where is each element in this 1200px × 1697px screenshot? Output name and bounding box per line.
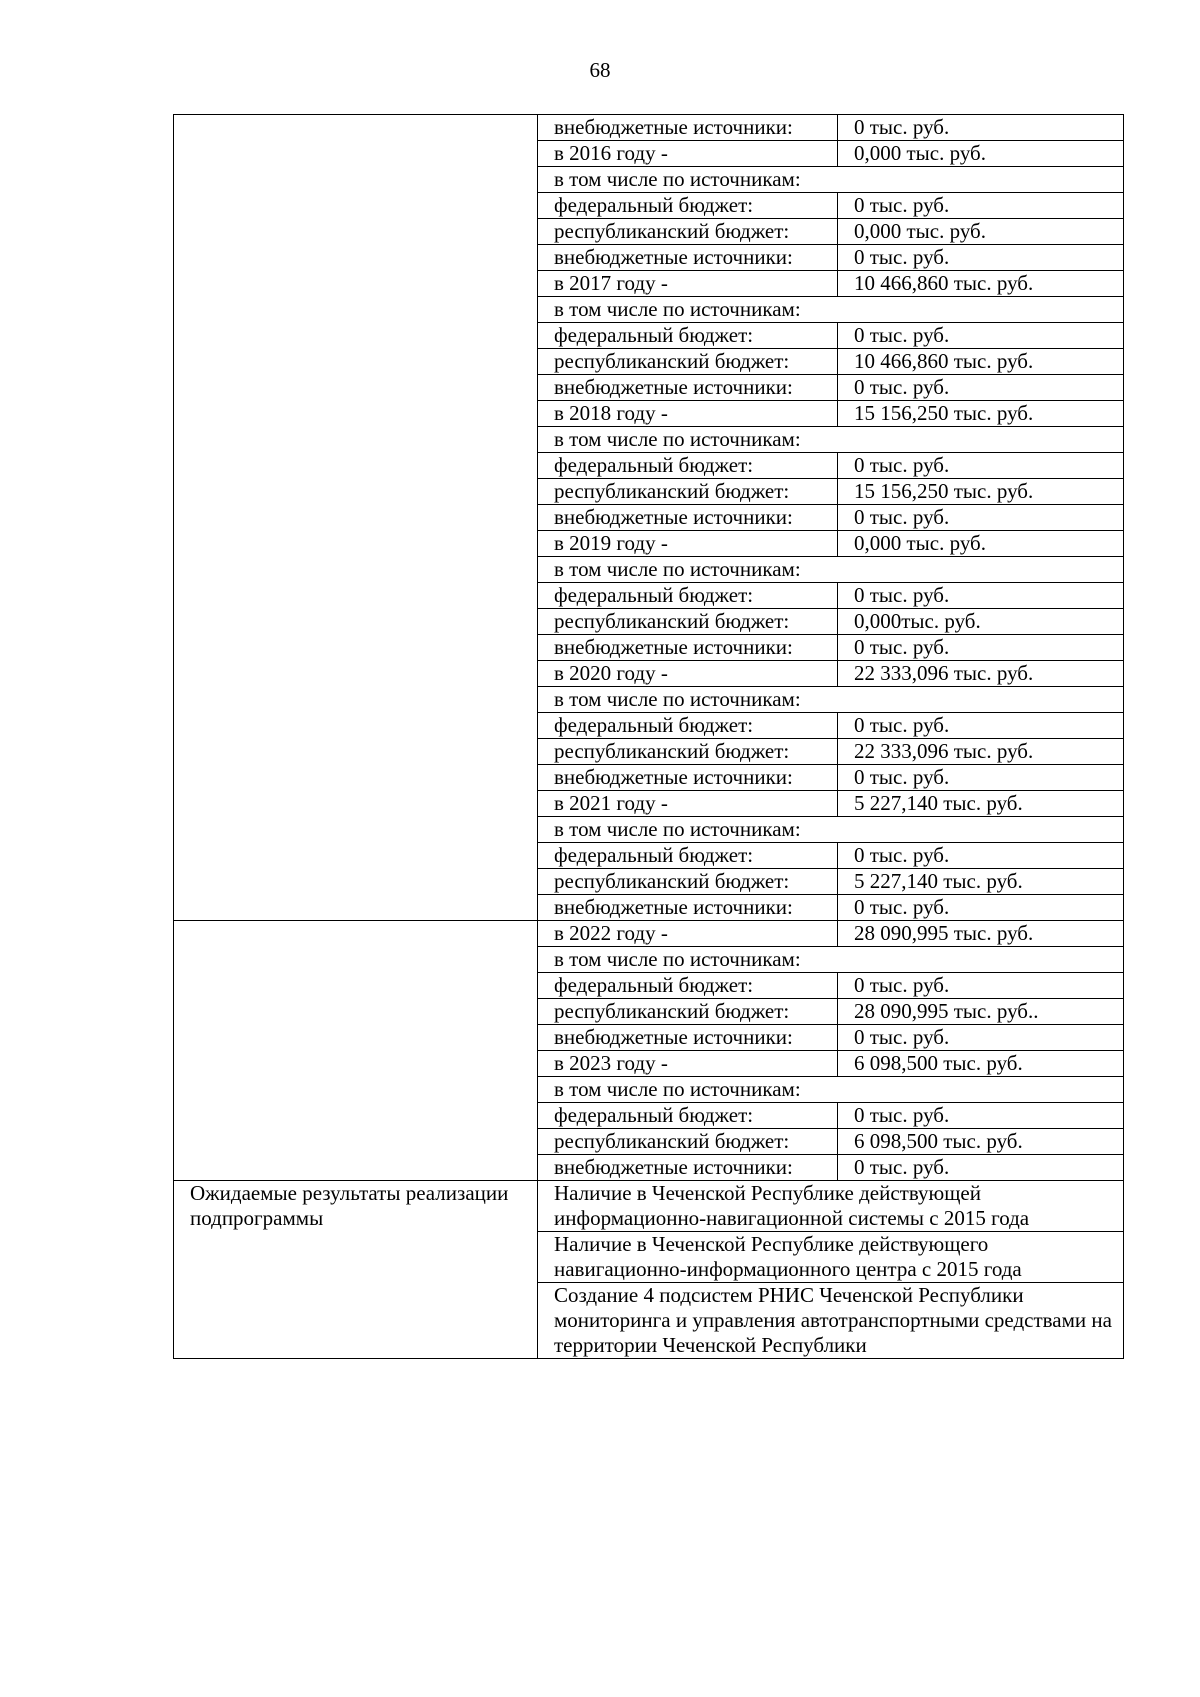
extra-sources-label: внебюджетные источники: — [538, 115, 838, 141]
empty-cell — [174, 921, 538, 1181]
republic-budget-label: республиканский бюджет: — [538, 1129, 838, 1155]
year-total-value: 22 333,096 тыс. руб. — [838, 661, 1124, 687]
republic-budget-label: республиканский бюджет: — [538, 609, 838, 635]
extra-sources-value: 0 тыс. руб. — [838, 895, 1124, 921]
year-label: в 2019 году - — [538, 531, 838, 557]
federal-budget-value: 0 тыс. руб. — [838, 193, 1124, 219]
empty-cell — [174, 115, 538, 921]
republic-budget-value: 28 090,995 тыс. руб.. — [838, 999, 1124, 1025]
expected-results-label: Ожидаемые результаты реализации подпрограммы — [174, 1181, 538, 1359]
federal-budget-label: федеральный бюджет: — [538, 323, 838, 349]
federal-budget-value: 0 тыс. руб. — [838, 583, 1124, 609]
extra-sources-value: 0 тыс. руб. — [838, 375, 1124, 401]
republic-budget-label: республиканский бюджет: — [538, 869, 838, 895]
year-total-value: 28 090,995 тыс. руб. — [838, 921, 1124, 947]
republic-budget-label: республиканский бюджет: — [538, 999, 838, 1025]
funding-table — [173, 114, 1124, 1359]
federal-budget-value: 0 тыс. руб. — [838, 1103, 1124, 1129]
federal-budget-value: 0 тыс. руб. — [838, 843, 1124, 869]
year-label: в 2022 году - — [538, 921, 838, 947]
federal-budget-label: федеральный бюджет: — [538, 1103, 838, 1129]
republic-budget-value: 6 098,500 тыс. руб. — [838, 1129, 1124, 1155]
extra-sources-label: внебюджетные источники: — [538, 375, 838, 401]
year-total-value: 0,000 тыс. руб. — [838, 141, 1124, 167]
federal-budget-label: федеральный бюджет: — [538, 583, 838, 609]
year-total-value: 5 227,140 тыс. руб. — [838, 791, 1124, 817]
year-total-value: 15 156,250 тыс. руб. — [838, 401, 1124, 427]
year-label: в 2020 году - — [538, 661, 838, 687]
federal-budget-value: 0 тыс. руб. — [838, 453, 1124, 479]
sources-label: в том числе по источникам: — [538, 1077, 1124, 1103]
extra-sources-value: 0 тыс. руб. — [838, 505, 1124, 531]
extra-sources-value: 0 тыс. руб. — [838, 1025, 1124, 1051]
table-row — [174, 1181, 1124, 1232]
extra-sources-label: внебюджетные источники: — [538, 1155, 838, 1181]
extra-sources-value: 0 тыс. руб. — [838, 245, 1124, 271]
year-label: в 2018 году - — [538, 401, 838, 427]
federal-budget-label: федеральный бюджет: — [538, 973, 838, 999]
expected-result-item: Наличие в Чеченской Республике действующего навигационно-информационного центра с 2015 года — [538, 1232, 1124, 1283]
sources-label: в том числе по источникам: — [538, 817, 1124, 843]
extra-sources-value: 0 тыс. руб. — [838, 635, 1124, 661]
republic-budget-label: республиканский бюджет: — [538, 739, 838, 765]
extra-sources-label: внебюджетные источники: — [538, 1025, 838, 1051]
extra-sources-value: 0 тыс. руб. — [838, 765, 1124, 791]
page-number: 68 — [589, 58, 611, 82]
extra-sources-value: 0 тыс. руб. — [838, 1155, 1124, 1181]
extra-sources-label: внебюджетные источники: — [538, 895, 838, 921]
federal-budget-label: федеральный бюджет: — [538, 453, 838, 479]
year-label: в 2017 году - — [538, 271, 838, 297]
extra-sources-label: внебюджетные источники: — [538, 635, 838, 661]
sources-label: в том числе по источникам: — [538, 557, 1124, 583]
expected-result-item: Наличие в Чеченской Республике действующей информационно-навигационной системы с 2015 года — [538, 1181, 1124, 1232]
extra-sources-value: 0 тыс. руб. — [838, 115, 1124, 141]
sources-label: в том числе по источникам: — [538, 947, 1124, 973]
year-total-value: 6 098,500 тыс. руб. — [838, 1051, 1124, 1077]
table-row — [174, 115, 1124, 141]
republic-budget-value: 10 466,860 тыс. руб. — [838, 349, 1124, 375]
expected-result-item: Создание 4 подсистем РНИС Чеченской Республики мониторинга и управления автотранспортными средствами на территории Чеченской Республики — [538, 1283, 1124, 1359]
federal-budget-value: 0 тыс. руб. — [838, 323, 1124, 349]
federal-budget-value: 0 тыс. руб. — [838, 713, 1124, 739]
table-row — [174, 921, 1124, 947]
republic-budget-value: 15 156,250 тыс. руб. — [838, 479, 1124, 505]
year-label: в 2023 году - — [538, 1051, 838, 1077]
extra-sources-label: внебюджетные источники: — [538, 765, 838, 791]
republic-budget-value: 22 333,096 тыс. руб. — [838, 739, 1124, 765]
sources-label: в том числе по источникам: — [538, 687, 1124, 713]
federal-budget-value: 0 тыс. руб. — [838, 973, 1124, 999]
extra-sources-label: внебюджетные источники: — [538, 245, 838, 271]
sources-label: в том числе по источникам: — [538, 427, 1124, 453]
republic-budget-value: 0,000тыс. руб. — [838, 609, 1124, 635]
republic-budget-value: 5 227,140 тыс. руб. — [838, 869, 1124, 895]
year-label: в 2016 году - — [538, 141, 838, 167]
extra-sources-label: внебюджетные источники: — [538, 505, 838, 531]
sources-label: в том числе по источникам: — [538, 167, 1124, 193]
republic-budget-label: республиканский бюджет: — [538, 219, 838, 245]
federal-budget-label: федеральный бюджет: — [538, 193, 838, 219]
republic-budget-label: республиканский бюджет: — [538, 349, 838, 375]
year-total-value: 0,000 тыс. руб. — [838, 531, 1124, 557]
republic-budget-label: республиканский бюджет: — [538, 479, 838, 505]
republic-budget-value: 0,000 тыс. руб. — [838, 219, 1124, 245]
federal-budget-label: федеральный бюджет: — [538, 713, 838, 739]
year-total-value: 10 466,860 тыс. руб. — [838, 271, 1124, 297]
sources-label: в том числе по источникам: — [538, 297, 1124, 323]
federal-budget-label: федеральный бюджет: — [538, 843, 838, 869]
year-label: в 2021 году - — [538, 791, 838, 817]
